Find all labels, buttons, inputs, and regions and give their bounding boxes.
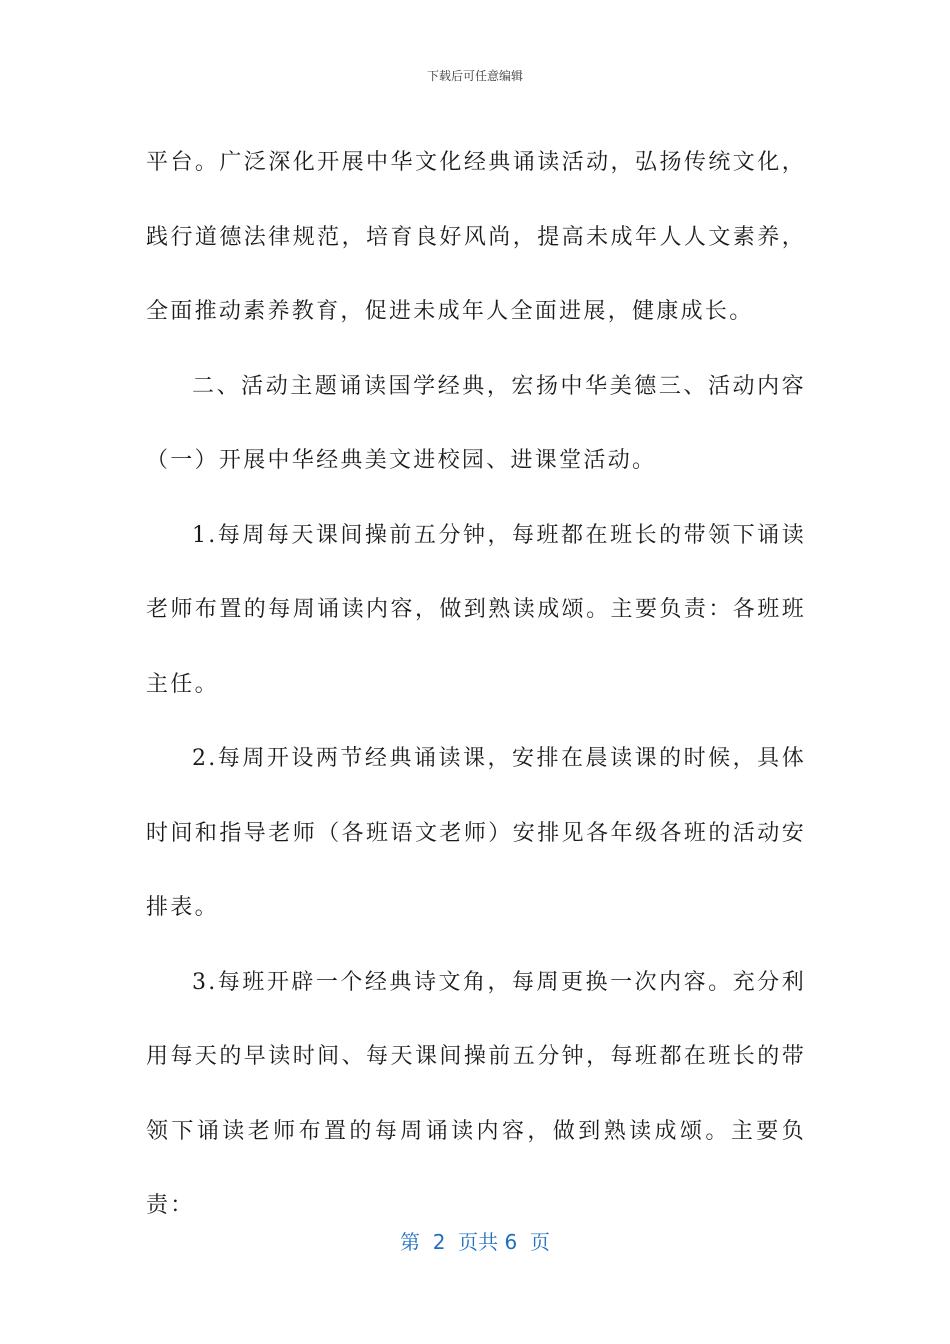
document-body xyxy=(146,126,806,1244)
document-header-note: 下载后可任意编辑 xyxy=(426,69,523,83)
paragraph-item-1: 1.每周每天课间操前五分钟，每班都在班长的带领下诵读老师布置的每周诵读内容，做到熟读成颂。主要负责：各班班主任。 xyxy=(146,522,806,697)
paragraph-item-3: 3.每班开辟一个经典诗文角，每周更换一次内容。充分利用每天的早读时间、每天课间操前五分钟，每班都在班长的带领下诵读老师布置的每周诵读内容，做到熟读成颂。主要负责： xyxy=(146,969,806,1218)
paragraph-section-two: 二、活动主题诵读国学经典，宏扬中华美德三、活动内容（一）开展中华经典美文进校园、进课堂活动。 xyxy=(146,373,806,473)
page-number-footer: 第 2 页共 6 页 xyxy=(400,1230,550,1254)
paragraph-item-2: 2.每周开设两节经典诵读课，安排在晨读课的时候，具体时间和指导老师（各班语文老师）安排见各年级各班的活动安排表。 xyxy=(146,746,806,920)
paragraph-continuation: 平台。广泛深化开展中华文化经典诵读活动，弘扬传统文化，践行道德法律规范，培育良好风尚，提高未成年人人文素养，全面推动素养教育，促进未成年人全面进展，健康成长。 xyxy=(146,150,806,324)
